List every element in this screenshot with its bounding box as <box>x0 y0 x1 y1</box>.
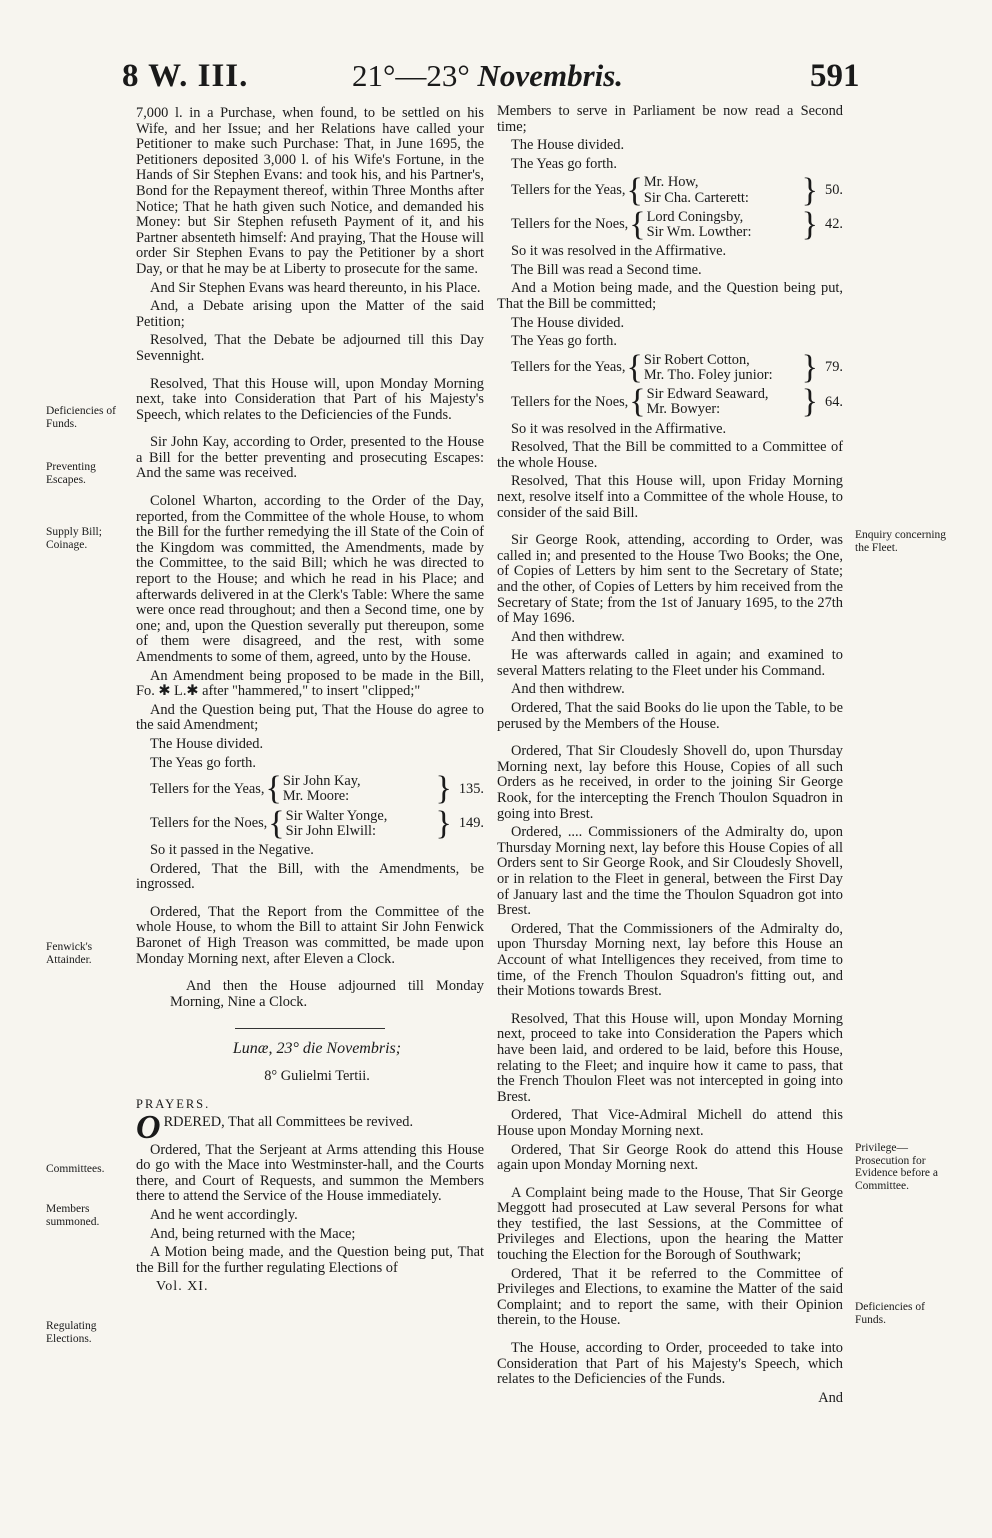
vote-count: 149. <box>458 814 484 831</box>
petition-text: 7,000 l. in a Purchase, when found, to be settled on his Wife, and her Issue; and her Relations have called your Petitioner to make such Purchase: That, in June 1695, the Petitioners deposited 3,000 l. of his Wife's Fortune, in the Hands of Sir Stephen Evans: and took his, and his Partner's, Bond for the Repayment thereof, within Three Months after Notice; That he hath given such Notice, and demanded his Money: but Sir Stephen refuseth Payment of it, and his Partner absenteth himself: And praying, That the House will order Sir Stephen Evans to pay the Petitioner by a short Day, or that he may be at Liberty to prosecute for the same. <box>136 105 484 277</box>
paragraph: And then withdrew. <box>511 628 625 645</box>
paragraph: And the Question being put, That the House do agree to the said Amendment; <box>136 701 484 734</box>
tellers-names <box>647 387 769 417</box>
paragraph: And then withdrew. <box>511 681 625 698</box>
paragraph: So it was resolved in the Affirmative. <box>511 420 727 437</box>
tellers-label: Tellers for the Noes, <box>150 814 268 831</box>
tellers-names <box>286 809 388 839</box>
tellers-label: Tellers for the Yeas, <box>150 780 265 797</box>
brace-close-icon: } <box>435 770 452 808</box>
paragraph: So it was resolved in the Affirmative. <box>511 243 727 260</box>
vote-count: 135. <box>458 780 484 797</box>
paragraph: Resolved, That this House will, upon Monday Morning next, proceed to take into Consideration the Papers which have been laid, and ordered to be laid, before this House, relating to the Fleet; and inquire how it came to pass, that the French Thoulon Fleet was not intercepted in going into Brest. <box>497 1010 843 1105</box>
tellers-yeas <box>511 171 843 209</box>
paragraph: Members to serve in Parliament be now read a Second time; <box>497 103 843 135</box>
right-column <box>497 104 843 1409</box>
paragraph: Resolved, That the Debate be adjourned till this Day Sevennight. <box>136 332 484 364</box>
paragraph: Ordered, .... Commissioners of the Admiralty do, upon Thursday Morning next, lay before this House Copies of all Orders sent to Sir George Rook, and Sir Cloudesly Shovell, or in relation to the Fleet in general, between the First Day of January last and the time the Thoulon Squadron got into Brest. <box>497 824 843 919</box>
vote-count: 64. <box>825 393 843 410</box>
brace-close-icon: } <box>801 348 818 386</box>
tellers-label: Tellers for the Yeas, <box>511 359 626 376</box>
paragraph: Ordered, That Vice-Admiral Michell do attend this House upon Monday Morning next. <box>497 1107 843 1139</box>
tellers-yeas <box>150 770 484 808</box>
catchword: And <box>818 1389 843 1406</box>
teller-name: Sir Edward Seaward, <box>646 386 769 403</box>
header-day-range: 21°—23° <box>352 58 470 93</box>
teller-name: Sir Robert Cotton, <box>643 351 750 368</box>
teller-name: Mr. How, <box>643 174 699 191</box>
brace-open-icon: { <box>626 348 643 386</box>
paragraph: So it passed in the Negative. <box>150 841 314 858</box>
regnal-line: 8° Gulielmi Tertii. <box>264 1067 370 1084</box>
section-divider <box>235 1028 385 1029</box>
vote-count: 50. <box>825 181 843 198</box>
teller-name: Sir Walter Yonge, <box>285 807 388 824</box>
paragraph: The Bill was read a Second time. <box>511 261 702 278</box>
teller-name: Lord Coningsby, <box>646 208 744 225</box>
brace-close-icon: } <box>801 171 818 209</box>
paragraph: Ordered, That Sir Cloudesly Shovell do, upon Thursday Morning next, lay before this House, Copies of all such Orders as he received, in order to the joining Sir George Rook, for the intercepting the French Thoulon Squadron in going into Brest. <box>497 743 843 822</box>
teller-name: Sir John Kay, <box>282 773 361 790</box>
day-heading: Lunæ, 23° die Novembris; <box>232 1040 402 1058</box>
margin-note-privilege: Privilege—Prosecution for Evidence before a Committee. <box>855 1142 939 1192</box>
division-line: The Yeas go forth. <box>150 754 256 771</box>
brace-close-icon: } <box>801 205 818 243</box>
margin-note-fleet: Enquiry concerning the Fleet. <box>855 529 947 554</box>
paragraph: He was afterwards called in again; and examined to several Matters relating to the Fleet under his Command. <box>497 647 843 679</box>
tellers-names <box>647 210 752 240</box>
margin-note-committees: Committees. <box>46 1163 105 1175</box>
teller-name: Mr. Tho. Foley junior: <box>643 366 773 383</box>
teller-name: Sir Cha. Carterett: <box>643 189 749 206</box>
teller-name: Mr. Moore: <box>282 788 350 805</box>
tellers-label: Tellers for the Noes, <box>511 393 629 410</box>
paragraph: A Motion being made, and the Question being put, That the Bill for the further regulating Elections of <box>136 1244 484 1276</box>
teller-name: Sir John Elwill: <box>285 822 376 839</box>
brace-open-icon: { <box>629 383 646 421</box>
tellers-names <box>644 175 749 205</box>
header-dates <box>352 58 623 94</box>
margin-note-fenwick: Fenwick's Attainder. <box>46 941 93 966</box>
division-line: The Yeas go forth. <box>511 155 617 172</box>
page-number: 591 <box>810 58 860 94</box>
header-month: Novembris. <box>477 58 624 93</box>
regnal-year: 8 W. III. <box>122 58 249 94</box>
tellers-noes <box>511 205 843 243</box>
division-line: The Yeas go forth. <box>511 333 617 350</box>
tellers-label: Tellers for the Yeas, <box>511 181 626 198</box>
drop-capital: O <box>136 1109 161 1147</box>
tellers-names <box>644 353 773 383</box>
margin-note-funds: Deficiencies of Funds. <box>855 1301 925 1326</box>
teller-name: Mr. Bowyer: <box>646 401 721 418</box>
margin-note-escapes: Preventing Escapes. <box>46 461 96 486</box>
running-header <box>0 58 992 98</box>
tellers-noes <box>511 383 843 421</box>
paragraph: Ordered, That the Report from the Committee of the whole House, to whom the Bill to attaint Sir John Fenwick Baronet of High Treason was committed, be made upon Monday Morning next, after Eleven a Clock. <box>136 903 484 967</box>
division-line: The House divided. <box>511 137 625 154</box>
vote-count: 42. <box>825 216 843 233</box>
paragraph: And a Motion being made, and the Question being put, That the Bill be committed; <box>497 280 843 312</box>
paragraph: Ordered, That it be referred to the Committee of Privileges and Elections, to examine the Matter of the said Complaint; and to report the same, with their Opinion therein, to the House. <box>497 1265 843 1329</box>
paragraph: A Complaint being made to the House, That Sir George Meggott had prosecuted at Law several Persons for what they testified, the last Sessions, at the Committee of Privileges and Elections, upon the hearing the Matter touching the Election for the Borough of Southwark; <box>497 1184 843 1264</box>
paragraph: Resolved, That the Bill be committed to a Committee of the whole House. <box>497 439 843 471</box>
paragraph: Sir George Rook, attending, according to Order, was called in; and presented to the House Two Books; the One, of Copies of Letters by him sent to the Secretary of State; and the other, of Copies of Letters by him received from the Secretary of State; from the 1st of January 1695, to the 27th of May 1696. <box>497 532 843 627</box>
paragraph <box>136 1109 484 1147</box>
paragraph: And Sir Stephen Evans was heard thereunto, in his Place. <box>150 279 481 296</box>
brace-close-icon: } <box>435 804 452 842</box>
brace-open-icon: { <box>629 205 646 243</box>
brace-open-icon: { <box>268 804 285 842</box>
vote-count: 79. <box>825 359 843 376</box>
paragraph: Ordered, That the said Books do lie upon the Table, to be perused by the Members of the House. <box>497 700 843 732</box>
division-line: The House divided. <box>150 735 264 752</box>
margin-note-supply-bill: Supply Bill; Coinage. <box>46 526 102 551</box>
left-column <box>136 106 484 1298</box>
teller-name: Sir Wm. Lowther: <box>646 223 752 240</box>
paragraph: And, a Debate arising upon the Matter of the said Petition; <box>136 298 484 330</box>
brace-open-icon: { <box>626 171 643 209</box>
tellers-names <box>283 774 361 804</box>
paragraph: Ordered, That the Commissioners of the Admiralty do, upon Thursday Morning next, lay before this House an Account of what Intelligences they received, from time to time, of the French Thoulon Squadron's fitting out, and their Motions towards Brest. <box>497 920 843 1000</box>
paragraph: An Amendment being proposed to be made in the Bill, Fo. ✱ L.✱ after "hammered," to insert "clipped;" <box>136 667 484 700</box>
margin-note-members: Members summoned. <box>46 1203 100 1228</box>
margin-note-elections: Regulating Elections. <box>46 1320 97 1345</box>
paragraph: Resolved, That this House will, upon Friday Morning next, resolve itself into a Committee of the whole House, to consider of the said Bill. <box>497 473 843 521</box>
brace-open-icon: { <box>265 770 282 808</box>
paragraph: Ordered, That the Bill, with the Amendments, be ingrossed. <box>136 860 484 893</box>
volume-signature: Vol. XI. <box>156 1279 209 1295</box>
paragraph: Colonel Wharton, according to the Order of the Day, reported, from the Committee of the whole House, to whom the Bill for the further remedying the ill State of the Coin of the Kingdom was committed, the Amendments, made by the Committee, to the said Bill; which he was directed to report to the House; and which he read in his Place; and afterwards delivered in at the Clerk's Table: Where the same were once read throughout; and then a Second time, one by one; and, upon the Question severally put thereupon, some of them were disagreed, and the rest, with some Amendments to some of them, agreed, unto by the House. <box>136 493 484 665</box>
division-line: The House divided. <box>511 314 625 331</box>
tellers-noes <box>150 804 484 842</box>
paragraph: And he went accordingly. <box>150 1207 298 1224</box>
tellers-label: Tellers for the Noes, <box>511 216 629 233</box>
paragraph: Sir John Kay, according to Order, presented to the House a Bill for the better preventing and prosecuting Escapes: And the same was received. <box>136 434 484 482</box>
paragraph: Resolved, That this House will, upon Monday Morning next, take into Consideration that Part of his Majesty's Speech, which relates to the Deficiencies of the Funds. <box>136 375 484 423</box>
paragraph: The House, according to Order, proceeded to take into Consideration that Part of his Majesty's Speech, which relates to the Deficiencies of the Funds. <box>497 1340 843 1388</box>
paragraph-text: RDERED, That all Committees be revived. <box>163 1114 414 1131</box>
margin-note-deficiencies: Deficiencies of Funds. <box>46 405 116 430</box>
brace-close-icon: } <box>801 383 818 421</box>
adjournment: And then the House adjourned till Monday Morning, Nine a Clock. <box>170 978 484 1010</box>
prayers-heading: PRAYERS. <box>136 1096 211 1111</box>
tellers-yeas <box>511 348 843 386</box>
paragraph: And, being returned with the Mace; <box>150 1225 356 1242</box>
paragraph: Ordered, That Sir George Rook do attend this House again upon Monday Morning next. <box>497 1141 843 1174</box>
paragraph: Ordered, That the Serjeant at Arms attending this House do go with the Mace into Westminster-hall, and the Courts there, and Court of Requests, and summon the Members there to attend the Service of the House immediately. <box>136 1141 484 1205</box>
